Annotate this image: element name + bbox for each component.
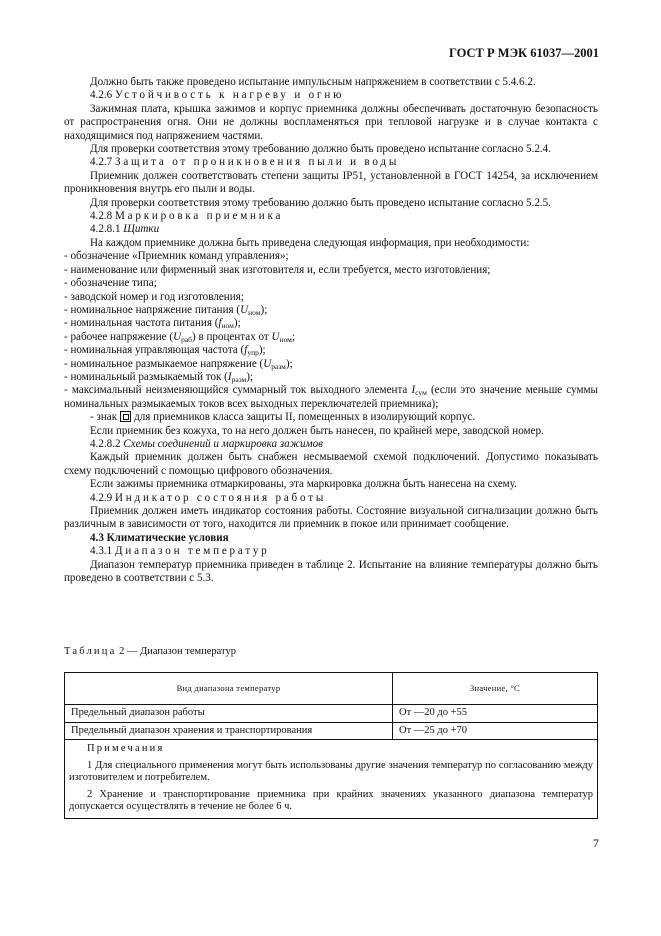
paragraph: Приемник должен иметь индикатор состояния работы. Состояние визуальной сигнализации должно быть различным в зависимости от того, находится ли приемник в покое или принимает сообщение. bbox=[64, 505, 598, 531]
page-body bbox=[64, 76, 598, 585]
column-header: Вид диапазона температур bbox=[65, 673, 393, 705]
paragraph: Если зажимы приемника отмаркированы, эта маркировка должна быть нанесена на схему. bbox=[90, 478, 517, 491]
paragraph: Диапазон температур приемника приведен в таблице 2. Испытание на влияние температуры должно быть проведено в соответствии с 5.3. bbox=[64, 558, 598, 585]
paragraph: Каждый приемник должен быть снабжен несмываемой схемой подключений. Допустимо показывать схему подключений с помощью цифрового обозначения. bbox=[64, 451, 598, 477]
column-header: Значение, °С bbox=[393, 673, 598, 705]
list-item: - наименование или фирменный знак изготовителя и, если требуется, место изготовления; bbox=[64, 263, 491, 276]
section-heading-4-2-9 bbox=[64, 492, 598, 505]
paragraph: Приемник должен соответствовать степени защиты IP51, установленной в ГОСТ 14254, за исключением проникновения внутрь его пыли и воды. bbox=[64, 169, 598, 196]
section-title: Щитки bbox=[123, 223, 160, 236]
note-item: 2 Хранение и транспортирование приемника при крайних значениях указанного диапазона температур допускается осуществлять в течение не более 6 ч. bbox=[69, 788, 593, 812]
section-heading-4-2-8-2 bbox=[64, 438, 598, 451]
note-item: 1 Для специального применения могут быть использованы другие значения температур по согласованию между изготовителем и потребителем. bbox=[69, 759, 593, 783]
list-item: - максимальный неизменяющийся суммарный ток выходного элемента $I_{сум}$ (если это значение меньше суммы номинальных размыкаемых токов всех выходных переключателей приемника); bbox=[64, 384, 598, 410]
section-heading-4-3: 4.3 Климатические условия bbox=[90, 531, 229, 544]
list-item: - обозначение «Приемник команд управления»; bbox=[64, 250, 289, 263]
section-number: 4.2.7 bbox=[90, 156, 113, 169]
section-heading-4-2-7 bbox=[64, 156, 598, 169]
section-title: Защита от проникновения пыли и воды bbox=[114, 156, 400, 169]
table-notes bbox=[65, 740, 598, 819]
section-heading-4-2-6 bbox=[64, 89, 598, 102]
section-number: 4.2.9 bbox=[90, 491, 113, 504]
list-item: - номинальная частота питания $(f_{ном})$; bbox=[64, 317, 241, 331]
document-code: ГОСТ Р МЭК 61037—2001 bbox=[449, 46, 599, 60]
list-item: - номинальное размыкаемое напряжение $(U_{разм})$; bbox=[64, 357, 293, 371]
list-item: - номинальный размыкаемый ток $(I_{разм})$; bbox=[64, 370, 254, 384]
list-item: - заводской номер и год изготовления; bbox=[64, 290, 244, 303]
section-number: 4.2.8 bbox=[90, 210, 113, 223]
paragraph: На каждом приемнике должна быть приведена следующая информация, при необходимости: bbox=[90, 236, 530, 249]
section-title: Схемы соединений и маркировка зажимов bbox=[123, 437, 323, 450]
list-item: - номинальное напряжение питания $(U_{ном})$; bbox=[64, 303, 268, 317]
table-header-row bbox=[65, 673, 598, 705]
list-item: - рабочее напряжение $(U_{раб})$ в процентах от $U_{ном}$; bbox=[64, 330, 296, 344]
section-number: 4.2.8.1 bbox=[90, 223, 121, 236]
protection-class-ii-icon bbox=[120, 411, 131, 422]
table-cell: От —20 до +55 bbox=[393, 705, 598, 723]
table-cell: Предельный диапазон работы bbox=[65, 705, 393, 723]
page-number: 7 bbox=[593, 836, 599, 850]
paragraph: Должно быть также проведено испытание импульсным напряжением в соответствии с 5.4.6.2. bbox=[90, 76, 536, 88]
table-cell: От —25 до +70 bbox=[393, 722, 598, 740]
section-heading-4-2-8-1 bbox=[64, 223, 598, 236]
table-row bbox=[65, 722, 598, 740]
section-title: Диапазон температур bbox=[114, 545, 270, 558]
section-number: 4.3.1 bbox=[90, 545, 113, 558]
paragraph: Для проверки соответствия этому требованию должно быть проведено испытание согласно 5.2.5. bbox=[90, 196, 551, 209]
section-title: Устойчивость к нагреву и огню bbox=[114, 89, 345, 102]
section-heading-4-3-1 bbox=[64, 545, 598, 558]
table-cell: Предельный диапазон хранения и транспортирования bbox=[65, 722, 393, 740]
section-number: 4.2.6 bbox=[90, 89, 113, 102]
paragraph: Зажимная плата, крышка зажимов и корпус приемника должны обеспечивать достаточную безопасность от распространения огня. Они не должны воспламеняться при тепловой нагрузке и в случае контакта с находящимися под напряжением частями. bbox=[64, 102, 598, 142]
section-title: Маркировка приемника bbox=[114, 210, 284, 223]
table-caption: Таблица 2 — Диапазон температур bbox=[64, 646, 236, 657]
paragraph: Если приемник без кожуха, то на него должен быть нанесен, по крайней мере, заводской номер. bbox=[90, 424, 544, 437]
list-item: - знак для приемников класса защиты II, помещенных в изолирующий корпус. bbox=[90, 411, 476, 424]
notes-title: Примечания bbox=[87, 743, 165, 754]
section-title: Индикатор состояния работы bbox=[114, 491, 327, 504]
table-row bbox=[65, 705, 598, 723]
table-notes-row bbox=[65, 740, 598, 819]
temperature-range-table bbox=[64, 672, 598, 819]
list-item: - номинальная управляющая частота $(f_{упр})$; bbox=[64, 344, 266, 358]
list-item: - обозначение типа; bbox=[64, 277, 157, 290]
paragraph: Для проверки соответствия этому требованию должно быть проведено испытание согласно 5.2.4. bbox=[90, 143, 551, 156]
section-number: 4.2.8.2 bbox=[90, 437, 121, 450]
section-heading-4-2-8 bbox=[64, 210, 598, 223]
